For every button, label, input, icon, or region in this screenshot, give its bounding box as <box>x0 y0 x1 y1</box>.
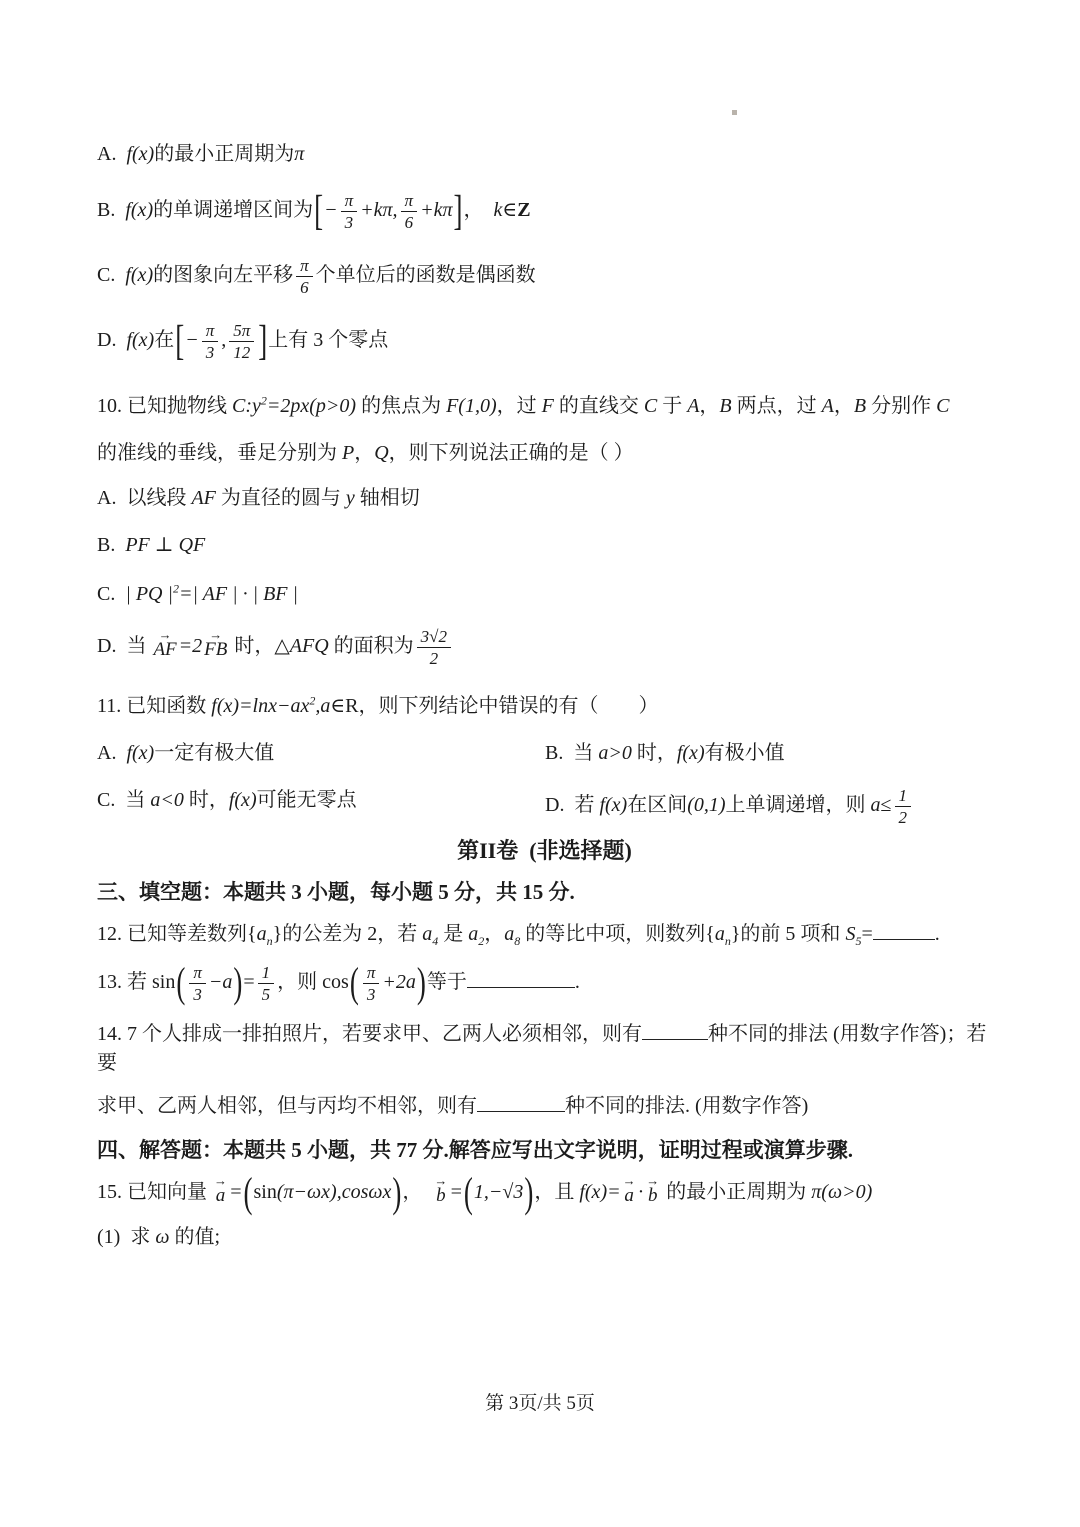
q10-option-b <box>97 531 992 560</box>
text-run: ∈ <box>502 199 518 222</box>
text-run: B <box>853 395 867 418</box>
text-run: = <box>243 970 255 993</box>
text-run: −a <box>208 970 233 993</box>
text-run: D. 若 <box>545 794 600 817</box>
vector-a: → a <box>214 1173 227 1207</box>
q14-stem-line2 <box>97 1092 992 1121</box>
vector-b: → b <box>646 1173 660 1207</box>
fraction: $\frac{1}{5}$ <box>258 963 275 1004</box>
text-run: ,cosωx <box>336 1181 392 1204</box>
text-run: Q <box>374 442 389 465</box>
text-run: A <box>821 395 834 418</box>
text-run: 的最小正周期为 <box>154 143 295 165</box>
text-run: cos <box>322 970 349 993</box>
text-run: D. 当 <box>97 635 152 658</box>
bracket: ) <box>392 1169 402 1217</box>
text-run: D. <box>97 329 127 352</box>
bracket: ( <box>463 1169 473 1217</box>
text-run: f(x) <box>599 794 628 817</box>
text-run: sin <box>152 970 176 993</box>
text-run: f(x)= <box>579 1181 621 1204</box>
text-run: +kπ, <box>360 199 398 222</box>
text-run: 的准线的垂线，垂足分别为 <box>97 442 342 465</box>
text-run: 的最小正周期为 <box>661 1181 812 1204</box>
text-run: F(1,0) <box>446 395 497 418</box>
text-run: ，且 <box>534 1181 580 1204</box>
text-run: a <box>256 922 267 945</box>
fraction: $\frac{\pi}{3}$ <box>341 191 358 232</box>
text-run: +2a <box>382 970 416 993</box>
q11-options-row2 <box>97 786 992 827</box>
text-run: B. 当 <box>545 742 599 765</box>
text-run: 的焦点为 <box>356 395 447 418</box>
text-run: f(x) <box>125 264 154 287</box>
text-run: 种不同的排法. (用数字作答) <box>565 1094 809 1117</box>
text-run: 第II卷 (非选择题) <box>457 838 632 864</box>
text-run: 13. 若 <box>97 970 152 993</box>
text-run: a <box>504 922 515 945</box>
text-run: (0,1) <box>687 794 726 817</box>
text-run: △ <box>274 635 290 658</box>
text-run: | PQ | <box>125 583 173 606</box>
text-run: = <box>449 1181 463 1204</box>
q9-option-b <box>97 187 992 235</box>
text-run: ， <box>484 922 505 945</box>
q12-stem <box>97 920 992 949</box>
q9-option-c <box>97 256 992 297</box>
scan-artifact-dot <box>732 110 737 115</box>
text-run: S <box>845 922 856 945</box>
text-run: 个单位后的函数是偶函数 <box>315 264 536 287</box>
text-run: ω <box>155 1226 170 1249</box>
q13-stem <box>97 959 992 1006</box>
q10-option-a <box>97 484 992 513</box>
text-run: 的单调递增区间为 <box>153 199 314 222</box>
vector-FB: → FB <box>204 627 228 661</box>
text-run: 2 <box>478 933 485 948</box>
q9-option-d <box>97 317 992 365</box>
text-run: }的公差为 2，若 <box>272 922 423 945</box>
text-run: 时， <box>229 635 275 658</box>
text-run: 的值; <box>169 1226 221 1249</box>
text-run: 在 <box>154 329 175 352</box>
vector-AF: → AF <box>153 627 177 661</box>
text-run: . <box>934 922 940 945</box>
text-run: ， <box>402 1181 433 1204</box>
text-run: A. <box>97 143 127 165</box>
fraction: $\frac{\pi}{6}$ <box>401 191 418 232</box>
text-run: }的前 5 项和 <box>730 922 846 945</box>
text-run: C. 当 <box>97 789 151 812</box>
text-run: 的图象向左平移 <box>153 264 294 287</box>
text-run: A. 以线段 <box>97 487 192 510</box>
text-run: f(x) <box>126 143 155 165</box>
answer-blank <box>467 972 575 988</box>
answer-blank <box>873 924 935 940</box>
text-run: k <box>493 199 503 222</box>
text-run: 11. 已知函数 <box>97 695 212 718</box>
text-run: 的直线交 <box>553 395 644 418</box>
text-run: 两点，过 <box>731 395 822 418</box>
text-run: a <box>714 922 725 945</box>
text-run: 1,−√3 <box>473 1181 524 1204</box>
text-run: B <box>719 395 732 418</box>
text-run: 轴相切 <box>354 487 420 510</box>
text-run: a<0 <box>150 789 184 812</box>
text-run: 2 <box>173 581 179 596</box>
text-run: C. <box>97 264 126 287</box>
text-run: =| AF | · | BF | <box>179 583 298 606</box>
text-run: P <box>342 442 355 465</box>
q14-stem-line1 <box>97 1020 992 1078</box>
text-run: sin <box>253 1181 277 1204</box>
text-run: = <box>861 922 873 945</box>
text-run: (π−ωx) <box>276 1181 337 1204</box>
page-footer: 第 3页/共 5页 <box>485 1393 595 1414</box>
text-run: 种不同的排法 (用数字作答)；若要 <box>97 1022 987 1074</box>
vector-b: → b <box>434 1173 448 1207</box>
section4-heading <box>97 1135 992 1165</box>
text-run: 5 <box>855 933 862 948</box>
text-run: ，则 <box>277 970 323 993</box>
text-run: 上有 3 个零点 <box>268 329 389 352</box>
text-run: f(x) <box>126 742 155 765</box>
q11-option-a <box>97 739 545 768</box>
text-run: f(x) <box>676 742 705 765</box>
text-run: ，过 <box>496 395 542 418</box>
text-run: . <box>574 970 580 993</box>
answer-blank <box>642 1024 708 1040</box>
fraction: $\frac{\pi}{6}$ <box>296 256 313 297</box>
text-run: AF <box>191 487 216 510</box>
text-run: 有极小值 <box>704 742 785 765</box>
bracket: ] <box>258 317 268 365</box>
bracket: [ <box>314 187 324 235</box>
fraction: $\frac{\pi}{3}$ <box>363 963 380 1004</box>
text-run: 的等比中项，则数列{ <box>520 922 715 945</box>
text-run: 2 <box>309 693 316 708</box>
answer-blank <box>477 1096 565 1112</box>
bracket: ) <box>233 959 243 1006</box>
text-run: a <box>422 922 433 945</box>
q15-part1 <box>97 1223 992 1252</box>
text-run: 10. 已知抛物线 <box>97 395 232 418</box>
bracket: ) <box>524 1169 534 1217</box>
bracket: ( <box>349 959 359 1006</box>
text-run: B. <box>97 534 126 557</box>
bracket: ) <box>416 959 426 1006</box>
text-run: ≤ <box>880 794 892 817</box>
q10-option-d <box>97 627 992 668</box>
text-run: 时， <box>183 789 229 812</box>
vector-a: → a <box>622 1173 636 1207</box>
text-run: ， <box>354 442 375 465</box>
text-run: 15. 已知向量 <box>97 1181 212 1204</box>
text-run: 等于 <box>426 970 467 993</box>
text-run: Z <box>517 199 531 222</box>
fraction: $\frac{1}{2}$ <box>895 786 912 827</box>
text-run: 上单调递增，则 <box>725 794 871 817</box>
text-run: = <box>229 1181 243 1204</box>
text-run: 分别作 <box>866 395 937 418</box>
q11-option-b <box>545 739 992 768</box>
q11-options-row1 <box>97 739 992 768</box>
text-run: 四、解答题：本题共 5 小题，共 77 分.解答应写出文字说明，证明过程或演算步骤. <box>97 1137 853 1162</box>
text-run: , <box>221 329 227 352</box>
text-run: 2 <box>260 393 267 408</box>
text-run: a>0 <box>598 742 632 765</box>
text-run: 8 <box>514 933 521 948</box>
q10-stem-line1 <box>97 392 992 421</box>
text-run: 于 <box>657 395 688 418</box>
text-run: C <box>936 395 950 418</box>
bracket: ( <box>176 959 186 1006</box>
text-run: 求甲、乙两人相邻，但与丙均不相邻，则有 <box>97 1094 477 1117</box>
text-run: 14. 7 个人排成一排拍照片，若要求甲、乙两人必须相邻，则有 <box>97 1022 642 1045</box>
text-run: f(x) <box>126 329 155 352</box>
text-run: 4 <box>432 933 439 948</box>
text-run: C <box>643 395 658 418</box>
text-run: n <box>266 933 273 948</box>
text-run: ，则下列说法正确的是（ ） <box>388 442 634 465</box>
text-run: a <box>468 922 479 945</box>
text-run: 一定有极大值 <box>154 742 275 765</box>
text-run: · <box>637 1181 645 1204</box>
text-run: =2px(p>0) <box>266 395 357 418</box>
text-run: 三、填空题：本题共 3 小题，每小题 5 分，共 15 分. <box>97 880 575 905</box>
text-run: (1) 求 <box>97 1226 156 1249</box>
text-run: 时， <box>631 742 677 765</box>
text-run: a <box>870 794 881 817</box>
section3-heading <box>97 877 992 907</box>
fraction: $\frac{3√2}{2}$ <box>417 627 451 668</box>
fraction: $\frac{\pi}{3}$ <box>189 963 206 1004</box>
text-run: C:y <box>232 395 261 418</box>
q15-stem <box>97 1169 992 1217</box>
q11-option-d <box>545 786 992 827</box>
bracket: ( <box>243 1169 253 1217</box>
text-run: y <box>345 487 355 510</box>
text-run: C. <box>97 583 126 606</box>
text-run: − <box>324 199 338 222</box>
text-run: f(x) <box>228 789 257 812</box>
fraction: $\frac{\pi}{3}$ <box>202 321 219 362</box>
text-run: − <box>185 329 199 352</box>
text-run: A. <box>97 742 127 765</box>
text-run: +kπ <box>420 199 453 222</box>
text-run: PF ⊥ QF <box>125 534 206 557</box>
text-run: ,a∈ <box>315 695 346 718</box>
q11-option-c <box>97 786 545 827</box>
fraction: $\frac{5\pi}{12}$ <box>229 321 254 362</box>
text-run: 可能无零点 <box>256 789 357 812</box>
text-run: π <box>294 143 305 165</box>
text-run: ， <box>833 395 854 418</box>
text-run: 为直径的圆与 <box>215 487 346 510</box>
part2-title <box>97 835 992 867</box>
text-run: f(x) <box>125 199 154 222</box>
q9-option-a <box>97 140 992 169</box>
text-run: B. <box>97 199 126 222</box>
text-run: ， <box>699 395 720 418</box>
text-run: AFQ <box>289 635 329 658</box>
text-run: 在区间 <box>627 794 688 817</box>
text-run: 的面积为 <box>328 635 414 658</box>
text-run: F <box>541 395 554 418</box>
q10-option-c <box>97 580 992 609</box>
bracket: [ <box>175 317 185 365</box>
text-run: n <box>724 933 731 948</box>
text-run: =2 <box>178 635 203 658</box>
text-run: π(ω>0) <box>811 1181 873 1204</box>
q11-stem <box>97 692 992 721</box>
text-run: ，则下列结论中错误的有（ ） <box>358 695 659 718</box>
text-run: 是 <box>438 922 469 945</box>
bracket: ] <box>453 187 463 235</box>
q10-stem-line2 <box>97 439 992 468</box>
text-run: A <box>687 395 700 418</box>
text-run: R <box>345 695 359 718</box>
text-run: ， <box>463 199 494 222</box>
text-run: f(x)=lnx−ax <box>211 695 310 718</box>
text-run: 12. 已知等差数列{ <box>97 922 257 945</box>
